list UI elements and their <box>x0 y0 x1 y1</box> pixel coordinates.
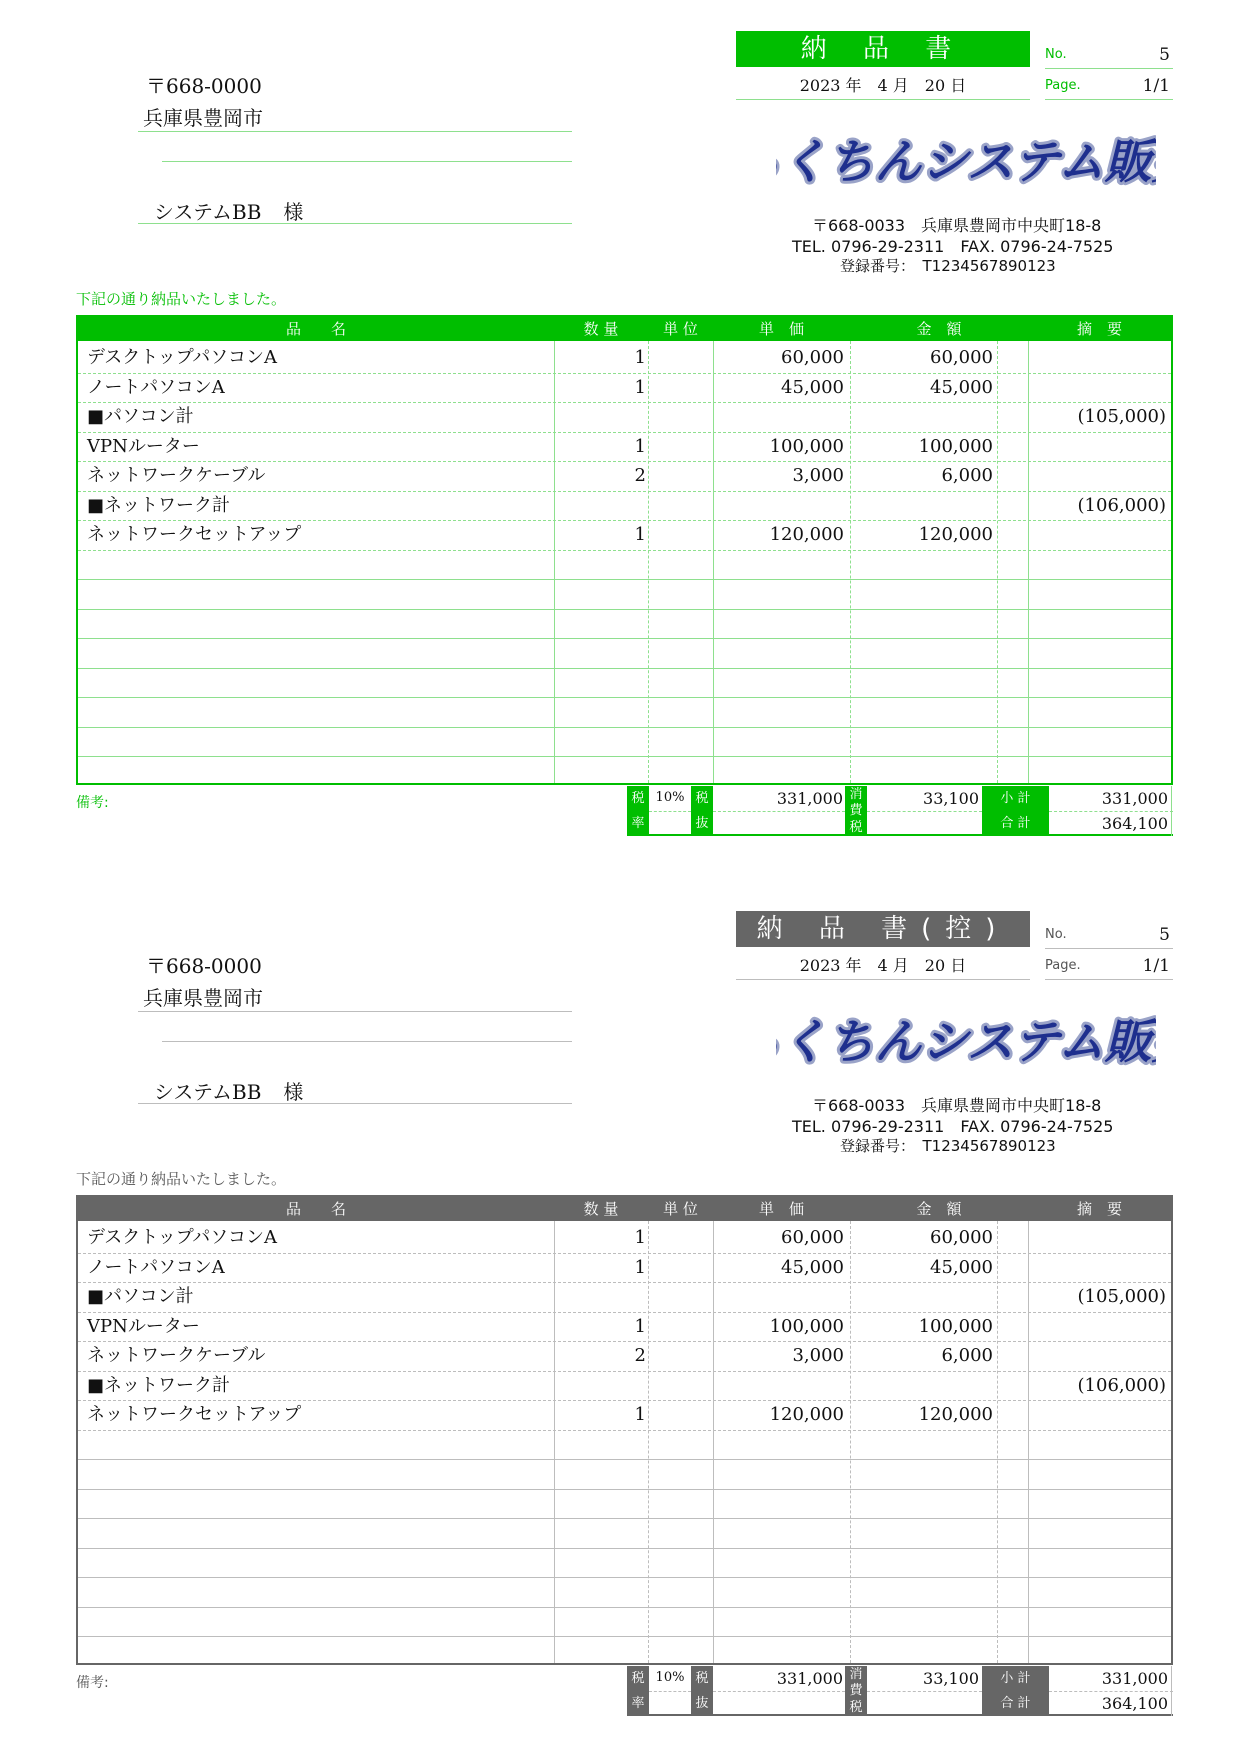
cell-amount: 60,000 <box>930 1227 993 1248</box>
tax-rate-label-1: 税 <box>627 786 649 811</box>
cell-item-name: ■ネットワーク計 <box>87 1374 231 1396</box>
cell-item-name: デスクトップパソコンA <box>87 347 277 368</box>
cell-item-name: デスクトップパソコンA <box>87 1227 277 1248</box>
column-divider <box>997 341 998 783</box>
header-item-name: 品 名 <box>285 320 346 338</box>
cell-unit-price: 45,000 <box>781 1256 844 1278</box>
total-label: 合 計 <box>982 811 1049 836</box>
totals-divider <box>867 811 982 812</box>
company-phone-fax: TEL. 0796-29-2311 FAX. 0796-24-7525 <box>792 1117 1114 1136</box>
row-divider <box>78 697 1171 698</box>
taxable-amount: 331,000 <box>776 1669 843 1688</box>
cell-amount: 60,000 <box>930 347 993 368</box>
cell-item-name: ネットワークセットアップ <box>87 1404 302 1425</box>
consumption-tax-label-2: 費 <box>845 1683 867 1699</box>
cell-quantity: 2 <box>634 1345 646 1366</box>
cell-amount <box>856 491 993 520</box>
cell-amount: 100,000 <box>918 1315 993 1337</box>
cell-quantity: 1 <box>634 524 646 545</box>
totals-right-edge <box>1171 1666 1172 1716</box>
totals-divider <box>867 1691 982 1692</box>
cell-item-name: ネットワークケーブル <box>87 465 266 486</box>
subtotal-amount: 331,000 <box>1101 789 1168 808</box>
header-unit-price: 単 価 <box>758 1200 804 1218</box>
company-address: 〒668-0033 兵庫県豊岡市中央町18-8 <box>812 216 1102 235</box>
cell-amount: 100,000 <box>918 435 993 457</box>
items-table <box>76 315 1173 785</box>
customer-name: システムBB <box>154 1080 262 1104</box>
customer-honorific: 様 <box>283 200 304 224</box>
address-underline-2 <box>162 1041 572 1042</box>
cell-note: (106,000) <box>1077 1374 1166 1396</box>
row-divider <box>78 550 1171 551</box>
svg-text:らくちんシステム販売: くちんシステム販 <box>780 135 1152 190</box>
cell-quantity <box>558 1282 646 1311</box>
customer-postal-code: 〒668-0000 <box>146 954 262 978</box>
column-divider <box>713 1221 714 1663</box>
header-note: 摘 要 <box>1076 320 1122 338</box>
company-registration-number: 登録番号： T1234567890123 <box>840 1137 1056 1155</box>
cell-unit-price: 120,000 <box>769 524 844 545</box>
cell-quantity <box>558 1371 646 1400</box>
row-divider <box>78 1607 1171 1608</box>
tax-rate-label-2: 率 <box>627 1691 649 1716</box>
customer-address: 兵庫県豊岡市 <box>143 106 263 130</box>
total-amount: 364,100 <box>1101 1694 1168 1713</box>
page-underline <box>1045 99 1173 100</box>
number-value: 5 <box>1159 925 1170 945</box>
document-title: 納 品 書(控) <box>736 911 1030 947</box>
taxable-label-2: 抜 <box>691 1691 713 1716</box>
header-item-name: 品 名 <box>285 1200 346 1218</box>
cell-quantity: 1 <box>634 1315 646 1337</box>
cell-quantity: 1 <box>634 435 646 457</box>
consumption-tax-label-2: 費 <box>845 803 867 819</box>
cell-quantity <box>558 491 646 520</box>
cell-item-name: ■パソコン計 <box>87 1286 194 1307</box>
svg-text:らくちんシステム販売: くちんシステム販 <box>780 1015 1152 1070</box>
cell-amount <box>856 1282 993 1311</box>
consumption-tax-amount: 33,100 <box>923 1669 979 1688</box>
row-divider <box>78 1577 1171 1578</box>
column-divider <box>713 341 714 783</box>
address-underline-2 <box>162 161 572 162</box>
cell-note <box>1028 1223 1166 1252</box>
cell-note: (105,000) <box>1077 406 1166 427</box>
document-title: 納 品 書 <box>736 31 1030 67</box>
company-logo <box>776 128 1156 198</box>
header-unit-price: 単 価 <box>758 320 804 338</box>
subtotal-label: 小 計 <box>982 786 1049 811</box>
row-divider <box>78 1636 1171 1637</box>
taxable-label-2: 抜 <box>691 811 713 836</box>
page-label: Page. <box>1045 958 1081 973</box>
cell-unit-price: 45,000 <box>781 376 844 398</box>
svg-text:らくちんシステム販売: くちんシステム販 <box>780 135 1152 190</box>
cell-quantity: 2 <box>634 465 646 486</box>
cell-amount: 6,000 <box>941 465 993 486</box>
tax-rate-value: 10% <box>655 1670 685 1685</box>
cell-unit-price: 100,000 <box>769 1315 844 1337</box>
cell-note: (105,000) <box>1077 1286 1166 1307</box>
column-divider <box>648 1221 649 1663</box>
cell-amount: 120,000 <box>918 524 993 545</box>
cell-quantity: 1 <box>634 347 646 368</box>
cell-unit-price <box>718 1371 844 1400</box>
cell-note <box>1028 1400 1166 1429</box>
header-unit: 単 位 <box>663 1200 698 1218</box>
address-underline <box>138 131 572 132</box>
totals-block <box>627 1666 1173 1716</box>
column-divider <box>648 341 649 783</box>
taxable-label-1: 税 <box>691 1666 713 1691</box>
header-note: 摘 要 <box>1076 1200 1122 1218</box>
totals-divider <box>649 811 691 812</box>
column-divider <box>850 1221 851 1663</box>
totals-divider <box>713 1691 845 1692</box>
consumption-tax-label-1: 消 <box>845 1666 867 1683</box>
number-underline <box>1045 948 1173 949</box>
row-divider <box>78 1489 1171 1490</box>
cell-note <box>1028 1312 1166 1341</box>
header-amount: 金 額 <box>916 320 962 338</box>
cell-quantity: 1 <box>634 1256 646 1278</box>
cell-note: (106,000) <box>1077 494 1166 516</box>
cell-item-name: ネットワークケーブル <box>87 1345 266 1366</box>
cell-unit-price <box>718 491 844 520</box>
row-divider <box>78 579 1171 580</box>
cell-unit-price <box>718 402 844 431</box>
cell-unit-price: 3,000 <box>792 465 844 486</box>
cell-quantity: 1 <box>634 1227 646 1248</box>
consumption-tax-amount: 33,100 <box>923 789 979 808</box>
cell-note <box>1028 343 1166 372</box>
tax-rate-label-2: 率 <box>627 811 649 836</box>
row-divider <box>78 1548 1171 1549</box>
cell-item-name: ■パソコン計 <box>87 406 194 427</box>
svg-text:らくちんシステム販売: くちんシステム販 <box>780 1015 1152 1070</box>
taxable-amount: 331,000 <box>776 789 843 808</box>
cell-unit-price: 60,000 <box>781 347 844 368</box>
cell-unit-price <box>718 1282 844 1311</box>
company-registration-number: 登録番号： T1234567890123 <box>840 257 1056 275</box>
consumption-tax-label-3: 税 <box>845 1699 867 1716</box>
cell-item-name: ノートパソコンA <box>87 376 225 398</box>
subtotal-label: 小 計 <box>982 1666 1049 1691</box>
cell-amount: 45,000 <box>930 1256 993 1278</box>
number-label: No. <box>1045 47 1067 62</box>
cell-amount <box>856 402 993 431</box>
customer-name-row <box>154 1076 303 1105</box>
cell-note <box>1028 373 1166 402</box>
date-underline <box>736 99 1030 100</box>
customer-name-underline <box>138 223 572 224</box>
remarks-label: 備考: <box>76 1675 109 1691</box>
address-underline <box>138 1011 572 1012</box>
cell-note <box>1028 461 1166 490</box>
delivery-note-copy <box>0 880 1240 1754</box>
customer-name-row <box>154 196 303 225</box>
header-quantity: 数 量 <box>583 1200 619 1218</box>
subtotal-amount: 331,000 <box>1101 1669 1168 1688</box>
header-amount: 金 額 <box>916 1200 962 1218</box>
cell-item-name: ネットワークセットアップ <box>87 524 302 545</box>
row-divider <box>78 727 1171 728</box>
cell-note <box>1028 1253 1166 1282</box>
table-header <box>78 1197 1171 1221</box>
totals-block <box>627 786 1173 836</box>
company-logo <box>776 1008 1156 1078</box>
cell-amount: 6,000 <box>941 1345 993 1366</box>
cell-amount <box>856 1371 993 1400</box>
company-logo-wordmark <box>776 1008 1156 1074</box>
row-divider <box>78 609 1171 610</box>
company-logo-wordmark <box>776 128 1156 194</box>
total-amount: 364,100 <box>1101 814 1168 833</box>
cell-item-name: VPNルーター <box>87 435 200 457</box>
row-divider <box>78 756 1171 757</box>
row-divider <box>78 638 1171 639</box>
cell-quantity <box>558 402 646 431</box>
issue-date: 2023 年 4 月 20 日 <box>799 956 967 975</box>
issue-date: 2023 年 4 月 20 日 <box>799 76 967 95</box>
page-value: 1/1 <box>1142 76 1170 96</box>
remarks-label: 備考: <box>76 795 109 811</box>
intro-text: 下記の通り納品いたしました。 <box>76 290 287 308</box>
intro-text: 下記の通り納品いたしました。 <box>76 1170 287 1188</box>
cell-amount: 45,000 <box>930 376 993 398</box>
cell-note <box>1028 432 1166 461</box>
cell-unit-price: 3,000 <box>792 1345 844 1366</box>
customer-postal-code: 〒668-0000 <box>146 74 262 98</box>
totals-divider <box>713 811 845 812</box>
taxable-label-1: 税 <box>691 786 713 811</box>
consumption-tax-label-3: 税 <box>845 819 867 836</box>
cell-quantity: 1 <box>634 1404 646 1425</box>
cell-unit-price: 120,000 <box>769 1404 844 1425</box>
table-header <box>78 317 1171 341</box>
tax-rate-value: 10% <box>655 790 685 805</box>
date-underline <box>736 979 1030 980</box>
number-underline <box>1045 68 1173 69</box>
column-divider <box>554 1221 555 1663</box>
totals-divider <box>1049 811 1173 812</box>
cell-unit-price: 100,000 <box>769 435 844 457</box>
row-divider <box>78 1459 1171 1460</box>
column-divider <box>554 341 555 783</box>
customer-name: システムBB <box>154 200 262 224</box>
number-value: 5 <box>1159 45 1170 65</box>
cell-quantity: 1 <box>634 376 646 398</box>
number-label: No. <box>1045 927 1067 942</box>
customer-address: 兵庫県豊岡市 <box>143 986 263 1010</box>
row-divider <box>78 1518 1171 1519</box>
cell-note <box>1028 520 1166 549</box>
column-divider <box>997 1221 998 1663</box>
header-unit: 単 位 <box>663 320 698 338</box>
totals-divider <box>649 1691 691 1692</box>
page-label: Page. <box>1045 78 1081 93</box>
header-quantity: 数 量 <box>583 320 619 338</box>
customer-name-underline <box>138 1103 572 1104</box>
totals-divider <box>1049 1691 1173 1692</box>
page-value: 1/1 <box>1142 956 1170 976</box>
cell-unit-price: 60,000 <box>781 1227 844 1248</box>
totals-right-edge <box>1171 786 1172 836</box>
page-underline <box>1045 979 1173 980</box>
cell-amount: 120,000 <box>918 1404 993 1425</box>
row-divider <box>78 1430 1171 1431</box>
tax-rate-label-1: 税 <box>627 1666 649 1691</box>
consumption-tax-label-1: 消 <box>845 786 867 803</box>
row-divider <box>78 668 1171 669</box>
column-divider <box>850 341 851 783</box>
items-table <box>76 1195 1173 1665</box>
cell-item-name: ■ネットワーク計 <box>87 494 231 516</box>
company-address: 〒668-0033 兵庫県豊岡市中央町18-8 <box>812 1096 1102 1115</box>
cell-item-name: ノートパソコンA <box>87 1256 225 1278</box>
customer-honorific: 様 <box>283 1080 304 1104</box>
cell-item-name: VPNルーター <box>87 1315 200 1337</box>
company-phone-fax: TEL. 0796-29-2311 FAX. 0796-24-7525 <box>792 237 1114 256</box>
total-label: 合 計 <box>982 1691 1049 1716</box>
cell-note <box>1028 1341 1166 1370</box>
